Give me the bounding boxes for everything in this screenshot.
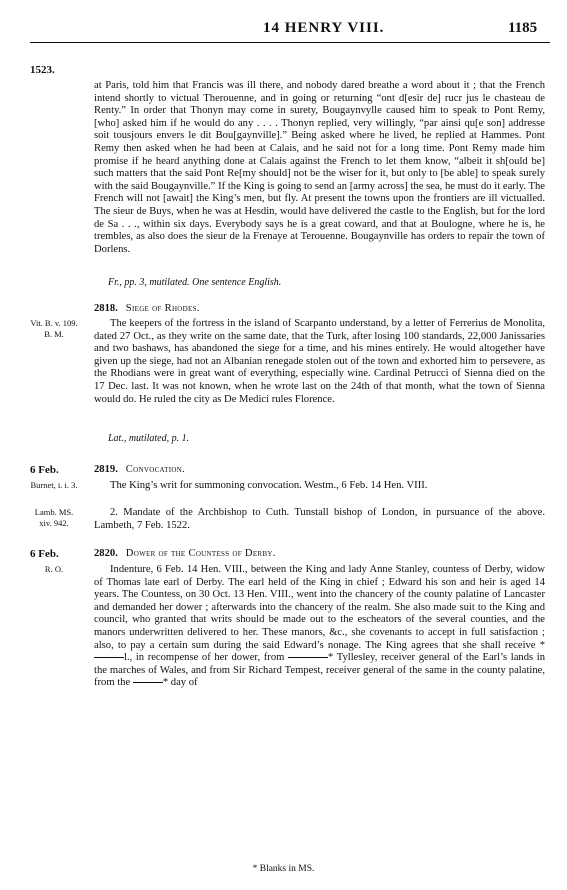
entry-2818-source: Vit. B. v. 109. B. M. bbox=[30, 318, 78, 339]
blank-in-ms bbox=[288, 657, 328, 658]
entry-number: 2818. bbox=[94, 303, 118, 314]
entry-2820-heading bbox=[94, 548, 545, 561]
entry-2819-text-2: 2. Mandate of the Archbishop to Cuth. Tunstall bishop of London, in pursuance of the above. Lambeth, 7 Feb. 1522. bbox=[94, 507, 545, 531]
blank-in-ms bbox=[94, 657, 124, 658]
entry-number: 2819. bbox=[94, 464, 118, 475]
margin-date-2820: 6 Feb. bbox=[30, 548, 59, 560]
entry-2818-text: The keepers of the fortress in the island of Scarpanto understand, by a letter of Ferrerius de Monolita, dated 27 Oct., as they write on the same date, that the Turk, after losing 100 standards, 22,000 Janissaries and two bashaws, has abandoned the siege for a time, and his mines entirely. He would altogether have given up the siege, had not an Albanian renegade stolen out of the town and exhorted him to persevere, as the Rhodians were in great want of everything, especially wine. Cardinal Petrucci of Sienna died on the 17 Dec. last. It was not known, when he wrote last on the 24th of that month, what the town of Sienna would do. He ruled the city as De Medici rules Florence. bbox=[94, 318, 545, 405]
entry-continuation-text: at Paris, told him that Francis was ill there, and nobody dared breathe a word about it ; that the French intend shortly to victual Therouenne, and in going or returning “ont d[esir de] rucr jus le chasteau de Renty.” In order that Thonyn may come in surety, Bougaynvylle caused him to speak to Pont Remy, [who] asked him if he would do any . . . . Thonyn replied, very willingly, “par ainsi qu[e son] addresse soit tousjours envers le dit Bou[gaynville].” Being asked where he lived, he replied at Hammes. Pont Remy then asked when he had been at Calais, and he said not for a long time. Pont Remy made him promise if he heard anything done at Calais against the French to let them know, “albeit it sh[ould be] such matters that the said Pont Re[my should] not be the wiser for it, but only to [be able] to speak surely with the said Bougaynville.” If the King is going to send an [army across] the sea, he must do it early. The French will not [await] the King’s men, but fly. At present the towns upon the frontiers are ill victualled. The sieur de Buys, when he was at Hesdin, would have delivered the castle to the English, but for the lord de Sa . . ., within six days. Everybody says he is a great coward, and that at Boulogne, where he is, he trembles, as also does the sieur de la Frenaye at Terouenne. Bougaynville has orders to repair the town of Dorlens. bbox=[94, 80, 545, 255]
entry-continuation-note: Fr., pp. 3, mutilated. One sentence English. bbox=[108, 277, 282, 288]
entry-title: Convocation. bbox=[125, 464, 185, 475]
entry-2818-note: Lat., mutilated, p. 1. bbox=[108, 433, 190, 444]
entry-title: Siege of Rhodes. bbox=[125, 303, 200, 314]
entry-2818-heading bbox=[94, 303, 545, 316]
entry-2819-source-1: Burnet, i. i. 3. bbox=[30, 480, 78, 490]
margin-date-2819: 6 Feb. bbox=[30, 464, 59, 476]
running-head-title: 14 HENRY VIII. bbox=[263, 20, 385, 36]
entry-2820-source: R. O. bbox=[44, 564, 64, 574]
entry-number: 2820. bbox=[94, 548, 118, 559]
header-rule bbox=[30, 42, 550, 43]
entry-2819-source-2: Lamb. MS. xiv. 942. bbox=[34, 507, 74, 528]
margin-date-1523: 1523. bbox=[30, 64, 55, 76]
entry-title: Dower of the Countess of Derby. bbox=[125, 548, 276, 559]
page-number: 1185 bbox=[508, 20, 538, 36]
entry-2819-heading bbox=[94, 464, 545, 477]
footnote-blanks: * Blanks in MS. bbox=[252, 864, 315, 874]
entry-2820-text: Indenture, 6 Feb. 14 Hen. VIII., between the King and lady Anne Stanley, countess of Derby, widow of Thomas late earl of Derby. The earl held of the King in chief ; Edward his son and heir is aged 14 years. The Countess, on 30 Oct. 13 Hen. VIII., went into the chancery of the county palatine of Lancaster and demanded her dower ; afterwards into the chancery of the realm. She also made suit to the King and council, who granted that writs should be made out to the escheators of the several counties, and the manors underwritten delivered to her. These manors, &c., she covenants to accept in full satisfaction ; also, to pay a certain sum during the said Edward’s nonage. The King agrees that she shall receive *l., in recompense of her dower, from * Tyllesley, receiver general of the Earl’s lands in the marches of Wales, and from Sir Richard Tempest, receiver general of the same in the county palatine, from the * day of bbox=[94, 564, 546, 689]
blank-in-ms bbox=[133, 682, 163, 683]
entry-2819-text-1: The King’s writ for summoning convocation. Westm., 6 Feb. 14 Hen. VIII. bbox=[110, 480, 428, 491]
